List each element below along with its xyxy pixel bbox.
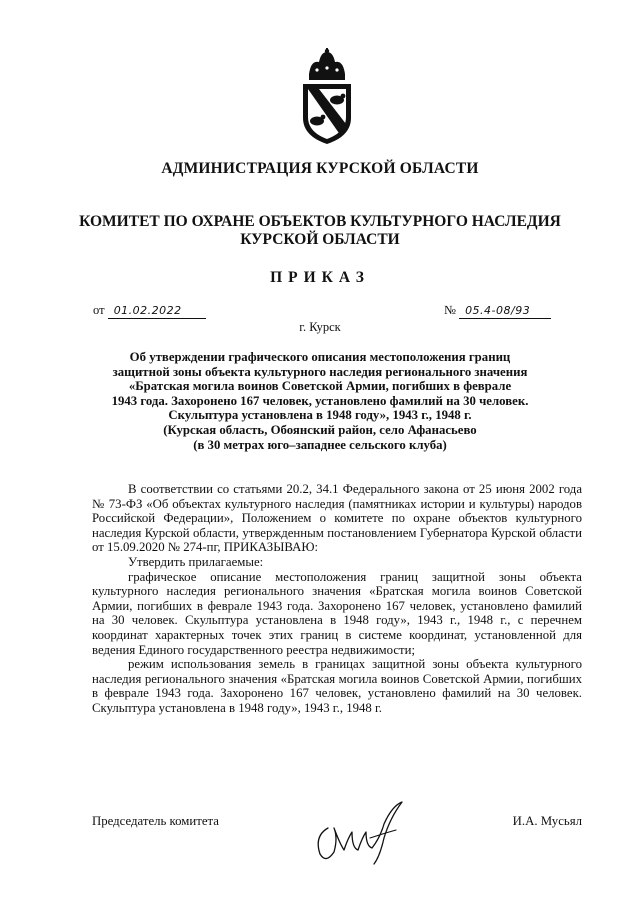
committee-heading [0, 213, 640, 249]
administration-heading: АДМИНИСТРАЦИЯ КУРСКОЙ ОБЛАСТИ [161, 160, 479, 177]
order-number [444, 303, 551, 319]
title-line: Скульптура установлена в 1948 году», 1943 г., 1948 г. [168, 408, 472, 423]
document-title [80, 350, 560, 452]
body-paragraph: режим использования земель в границах защитной зоны объекта культурного наследия регионального значения «Братская могила воинов Советской Армии, погибших в феврале 1943 года. Захоронено 167 человек, установлено фамилий на 30 человек. Скульптура установлена в 1948 году», 1943 г., 1948 г. [92, 657, 582, 715]
date-value: 01.02.2022 [108, 304, 206, 319]
committee-heading-line2: КУРСКОЙ ОБЛАСТИ [240, 231, 400, 248]
body-paragraph: графическое описание местоположения границ защитной зоны объекта культурного наследия регионального значения «Братская могила воинов Советской Армии, погибших в феврале 1943 года. Захоронено 167 человек, установлено фамилий на 30 человек. Скульптура установлена в 1948 году», 1943 г., 1948 г., с перечнем координат характерных точек этих границ в системе координат, установленной для ведения Единого государственного реестра недвижимости; [92, 569, 582, 657]
handwritten-signature [300, 798, 410, 868]
document-type: ПРИКАЗ [270, 269, 370, 286]
document-body [92, 482, 582, 716]
title-line: 1943 года. Захоронено 167 человек, установлено фамилий на 30 человек. [111, 393, 529, 408]
committee-heading-line1: КОМИТЕТ ПО ОХРАНЕ ОБЪЕКТОВ КУЛЬТУРНОГО НАСЛЕДИЯ [79, 213, 561, 230]
date-prefix: от [93, 303, 105, 317]
title-line: (Курская область, Обоянский район, село Афанасьево [163, 422, 477, 437]
title-line: (в 30 метрах юго–западнее сельского клуба) [193, 437, 447, 452]
title-line: защитной зоны объекта культурного наследия регионального значения [112, 364, 528, 379]
title-line: Об утверждении графического описания местоположения границ [129, 350, 511, 364]
signatory-name: И.А. Мусьял [512, 814, 582, 828]
city: г. Курск [299, 320, 341, 334]
title-line: «Братская могила воинов Советской Армии, погибших в феврале [128, 379, 512, 394]
body-paragraph: Утвердить прилагаемые: [128, 554, 264, 569]
number-prefix: № [444, 303, 456, 317]
kursk-coat-of-arms-icon [295, 48, 359, 146]
signatory-position: Председатель комитета [92, 814, 219, 828]
body-paragraph: В соответствии со статьями 20.2, 34.1 Федерального закона от 25 июня 2002 года № 73-ФЗ «Об объектах культурного наследия (памятниках истории и культуры) народов Российской Федерации», Положением о комитете по охране объектов культурного наследия Курской области, утвержденным постановлением Губернатора Курской области от 15.09.2020 № 274-пг, ПРИКАЗЫВАЮ: [92, 482, 582, 555]
number-value: 05.4-08/93 [459, 304, 551, 319]
order-date [93, 303, 206, 319]
